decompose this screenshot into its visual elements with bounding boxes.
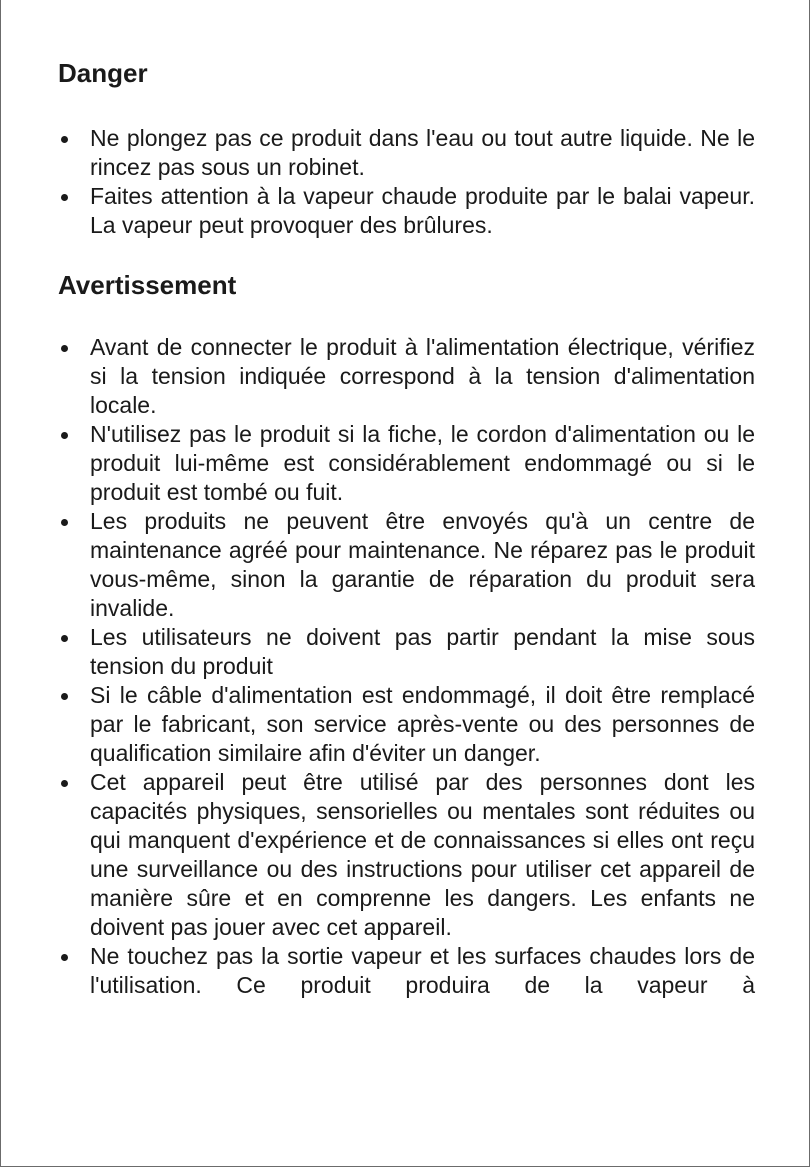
list-item-text: Faites attention à la vapeur chaude produite par le balai vapeur. La vapeur peut provoquer des brûlures.: [90, 183, 755, 238]
list-item: [1, 681, 755, 768]
list-item-text: Ne plongez pas ce produit dans l'eau ou tout autre liquide. Ne le rincez pas sous un robinet.: [90, 125, 755, 180]
list-item: [1, 507, 755, 623]
list-item-text: Si le câble d'alimentation est endommagé, il doit être remplacé par le fabricant, son service après-vente ou des personnes de qualification similaire afin d'éviter un danger.: [90, 682, 755, 766]
list-item-text: Avant de connecter le produit à l'alimentation électrique, vérifiez si la tension indiquée correspond à la tension d'alimentation locale.: [90, 334, 755, 418]
list-item-text: Les utilisateurs ne doivent pas partir pendant la mise sous tension du produit: [90, 624, 755, 679]
list-item-text: Cet appareil peut être utilisé par des personnes dont les capacités physiques, sensorielles ou mentales sont réduites ou qui manquent d'expérience et de connaissances si elles ont reçu une surveillance ou des instructions pour utiliser cet appareil de manière sûre et en comprenne les dangers. Les enfants ne doivent pas jouer avec cet appareil.: [90, 769, 755, 940]
danger-list: [1, 124, 810, 240]
list-item: [1, 333, 755, 420]
bullet-icon: [61, 432, 68, 439]
list-item: [1, 182, 755, 240]
list-item: [1, 768, 755, 942]
list-item-text: Les produits ne peuvent être envoyés qu'à un centre de maintenance agréé pour maintenance. Ne réparez pas le produit vous-même, sinon la garantie de réparation du produit sera invalide.: [90, 508, 755, 621]
bullet-icon: [61, 345, 68, 352]
list-item-text: Ne touchez pas la sortie vapeur et les surfaces chaudes lors de l'utilisation. Ce produit produira de la vapeur à: [90, 943, 755, 998]
bullet-icon: [61, 136, 68, 143]
warning-heading: Avertissement: [58, 270, 237, 300]
bullet-icon: [61, 519, 68, 526]
list-item: [1, 124, 755, 182]
bullet-icon: [61, 194, 68, 201]
list-item: [1, 420, 755, 507]
danger-heading: Danger: [58, 58, 148, 88]
bullet-icon: [61, 954, 68, 961]
bullet-icon: [61, 780, 68, 787]
warning-list: [1, 333, 810, 1000]
list-item: [1, 623, 755, 681]
bullet-icon: [61, 693, 68, 700]
bullet-icon: [61, 635, 68, 642]
list-item-text: N'utilisez pas le produit si la fiche, le cordon d'alimentation ou le produit lui-même est considérablement endommagé ou si le produit est tombé ou fuit.: [90, 421, 755, 505]
list-item: [1, 942, 755, 1000]
